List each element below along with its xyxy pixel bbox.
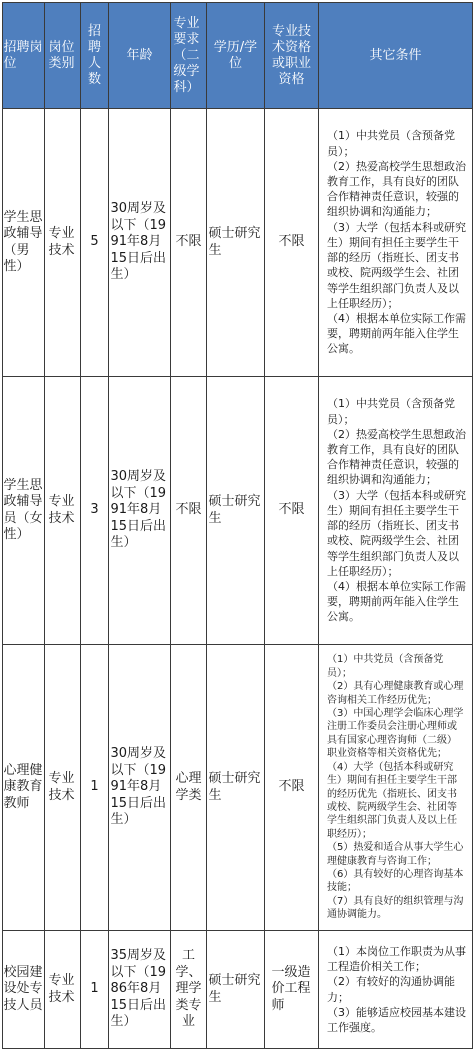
header-qualification: 专业技术资格或职业资格 xyxy=(265,3,319,109)
cell-major: 不限 xyxy=(171,109,207,377)
cell-post: 学生思政辅导（男性） xyxy=(3,109,45,377)
table-row xyxy=(3,931,473,1049)
cell-qualification: 一级造价工程师 xyxy=(265,931,319,1049)
condition-item: （7）具有良好的组织管理与沟通协调能力。 xyxy=(327,895,464,921)
condition-item: （2）有较好的沟通协调能力； xyxy=(327,975,455,1004)
cell-category: 专业技术 xyxy=(45,931,81,1049)
header-conditions: 其它条件 xyxy=(319,3,473,109)
header-post: 招聘岗位 xyxy=(3,3,45,109)
header-major: 专业要求（二级学科） xyxy=(171,3,207,109)
cell-post: 学生思政辅导员（女性） xyxy=(3,377,45,645)
cell-conditions xyxy=(319,109,473,377)
cell-qualification: 不限 xyxy=(265,109,319,377)
table-row xyxy=(3,645,473,931)
recruitment-table xyxy=(2,2,473,1049)
cell-post: 校园建设处专技人员 xyxy=(3,931,45,1049)
condition-item: （2）具有心理健康教育或心理咨询相关工作经历优先； xyxy=(327,681,464,706)
condition-item: （1）中共党员（含预备党员）； xyxy=(327,129,455,158)
cell-major: 心理学类 xyxy=(171,645,207,931)
cell-degree: 硕士研究生 xyxy=(207,931,265,1049)
cell-category: 专业技术 xyxy=(45,377,81,645)
condition-item: （1）中共党员（含预备党员）； xyxy=(327,397,455,426)
condition-item: （6）具有较好的心理咨询基本技能； xyxy=(327,868,464,894)
cell-count: 1 xyxy=(81,645,109,931)
cell-conditions xyxy=(319,377,473,645)
condition-item: （4）根据本单位实际工作需要，聘期前两年能入住学生公寓。 xyxy=(327,579,466,624)
condition-item: （3）大学（包括本科或研究生）期间有担任主要学生干部的经历（指班长、团支书或校、院两级学生会、社团等学生组织部门负责人及以上任职经历）； xyxy=(327,220,466,310)
cell-major: 工学、理学类专业 xyxy=(171,931,207,1049)
cell-count: 5 xyxy=(81,109,109,377)
cell-age: 35周岁及以下（1986年8月15日后出生） xyxy=(109,931,171,1049)
cell-conditions xyxy=(319,645,473,931)
cell-count: 3 xyxy=(81,377,109,645)
header-row xyxy=(3,3,473,109)
condition-item: （4）大学（包括本科或研究生）期间有担任主要学生干部的经历优先（指班长、团支书或校、院两级学生会、社团等学生组织部门负责人及以上任职经历）； xyxy=(327,761,457,840)
condition-item: （1）本岗位工作职责为从事工程造价相关工作； xyxy=(327,944,466,974)
condition-item: （3）中国心理学会临床心理学注册工作委员会注册心理师或具有国家心理咨询师（二级）职业资格等相关资格优先； xyxy=(327,708,464,760)
cell-count: 1 xyxy=(81,931,109,1049)
condition-item: （5）热爱和适合从事大学生心理健康教育与咨询工作； xyxy=(327,842,464,867)
cell-major: 不限 xyxy=(171,377,207,645)
condition-item: （2）热爱高校学生思想政治教育工作，具有良好的团队合作精神责任意识，较强的组织协调和沟通能力； xyxy=(327,427,466,487)
cell-category: 专业技术 xyxy=(45,109,81,377)
condition-item: （4）根据本单位实际工作需要，聘期前两年能入住学生公寓。 xyxy=(327,311,466,356)
cell-degree: 硕士研究生 xyxy=(207,109,265,377)
cell-conditions xyxy=(319,931,473,1049)
table-row xyxy=(3,377,473,645)
cell-age: 30周岁及以下（1991年8月15日后出生） xyxy=(109,377,171,645)
cell-age: 30周岁及以下（1991年8月15日后出生） xyxy=(109,109,171,377)
header-count: 招聘人数 xyxy=(81,3,109,109)
cell-qualification: 不限 xyxy=(265,645,319,931)
cell-category: 专业技术 xyxy=(45,645,81,931)
cell-qualification: 不限 xyxy=(265,377,319,645)
condition-item: （2）热爱高校学生思想政治教育工作，具有良好的团队合作精神责任意识，较强的组织协调和沟通能力； xyxy=(327,159,466,219)
header-age: 年龄 xyxy=(109,3,171,109)
condition-item: （3）大学（包括本科或研究生）期间有担任主要学生干部的经历（指班长、团支书或校、院两级学生会、社团等学生组织部门负责人及以上任职经历）； xyxy=(327,488,466,578)
header-degree: 学历/学位 xyxy=(207,3,265,109)
cell-post: 心理健康教育教师 xyxy=(3,645,45,931)
cell-degree: 硕士研究生 xyxy=(207,645,265,931)
condition-item: （1）中共党员（含预备党员）； xyxy=(327,654,444,679)
header-category: 岗位类别 xyxy=(45,3,81,109)
cell-age: 30周岁及以下（1991年8月15日后出生） xyxy=(109,645,171,931)
table-row xyxy=(3,109,473,377)
condition-item: （3）能够适应校园基本建设工作强度。 xyxy=(327,1005,466,1034)
cell-degree: 硕士研究生 xyxy=(207,377,265,645)
